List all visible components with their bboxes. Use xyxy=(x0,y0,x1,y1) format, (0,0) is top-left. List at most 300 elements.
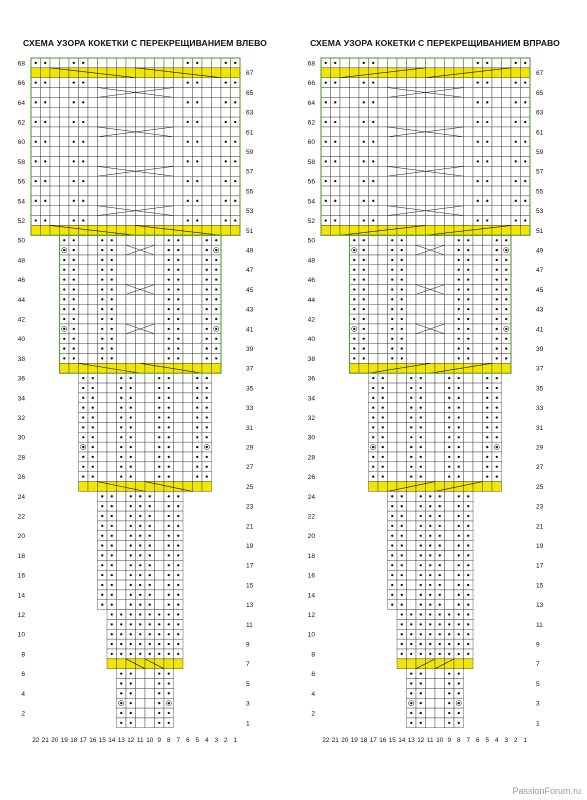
purl-dot xyxy=(149,584,151,586)
purl-dot xyxy=(130,574,132,576)
chart-cell xyxy=(492,216,502,226)
chart-cell xyxy=(359,107,369,117)
row-label-even: 64 xyxy=(307,99,315,107)
chart-cell xyxy=(136,413,146,423)
chart-cell xyxy=(473,452,483,462)
purl-dot xyxy=(177,594,179,596)
row-label-odd: 33 xyxy=(246,405,254,413)
purl-dot xyxy=(524,200,526,202)
chart-cell xyxy=(212,107,222,117)
purl-dot xyxy=(168,702,170,704)
chart-cell xyxy=(136,225,146,235)
chart-cell xyxy=(416,176,426,186)
chart-cell xyxy=(369,265,379,275)
chart-cell xyxy=(136,255,146,265)
purl-dot xyxy=(372,141,374,143)
chart-cell xyxy=(164,216,174,226)
chart-cell xyxy=(193,225,203,235)
chart-cell xyxy=(407,324,417,334)
chart-cell xyxy=(445,196,455,206)
chart-cell xyxy=(117,491,127,501)
chart-cell xyxy=(145,107,155,117)
chart-cell xyxy=(126,255,136,265)
purl-dot xyxy=(35,200,37,202)
purl-dot xyxy=(101,357,103,359)
purl-dot xyxy=(225,101,227,103)
chart-cell xyxy=(426,413,436,423)
chart-cell xyxy=(79,482,89,492)
purl-dot xyxy=(63,308,65,310)
purl-dot xyxy=(458,446,460,448)
chart-cell xyxy=(426,68,436,78)
chart-cell xyxy=(183,235,193,245)
chart-cell xyxy=(98,147,108,157)
chart-cell xyxy=(464,413,474,423)
purl-dot xyxy=(158,643,160,645)
chart-cell xyxy=(212,58,222,68)
column-label: 1 xyxy=(523,736,528,744)
purl-dot xyxy=(410,722,412,724)
purl-dot xyxy=(82,180,84,182)
chart-cell xyxy=(388,97,398,107)
chart-cell xyxy=(426,196,436,206)
purl-dot xyxy=(215,239,217,241)
chart-cell xyxy=(155,68,165,78)
chart-cell xyxy=(50,78,60,88)
chart-cell xyxy=(164,206,174,216)
purl-dot xyxy=(82,81,84,83)
purl-dot xyxy=(158,407,160,409)
chart-cell xyxy=(117,285,127,295)
purl-dot xyxy=(130,446,132,448)
purl-dot xyxy=(391,594,393,596)
column-label: 8 xyxy=(456,736,461,744)
purl-dot xyxy=(168,633,170,635)
chart-cell xyxy=(221,225,231,235)
chart-cell xyxy=(369,344,379,354)
purl-dot xyxy=(439,643,441,645)
purl-dot xyxy=(429,623,431,625)
purl-dot xyxy=(505,318,507,320)
purl-dot xyxy=(334,101,336,103)
purl-dot xyxy=(401,643,403,645)
chart-cell xyxy=(473,265,483,275)
purl-dot xyxy=(353,347,355,349)
purl-dot xyxy=(101,298,103,300)
purl-dot xyxy=(458,308,460,310)
purl-dot xyxy=(325,121,327,123)
purl-dot xyxy=(101,564,103,566)
chart-cell xyxy=(397,97,407,107)
chart-cell xyxy=(350,137,360,147)
chart-cell xyxy=(483,255,493,265)
chart-cell xyxy=(502,147,512,157)
chart-cell xyxy=(388,166,398,176)
chart-cell xyxy=(88,314,98,324)
purl-dot xyxy=(458,426,460,428)
chart-cell xyxy=(60,117,70,127)
chart-cell xyxy=(212,147,222,157)
row-label-even: 60 xyxy=(17,139,25,147)
purl-dot xyxy=(458,338,460,340)
chart-cell xyxy=(435,166,445,176)
chart-cell xyxy=(88,157,98,167)
chart-cell xyxy=(397,196,407,206)
purl-dot xyxy=(168,623,170,625)
purl-dot xyxy=(420,426,422,428)
chart-cell xyxy=(435,78,445,88)
purl-dot xyxy=(158,672,160,674)
row-label-even: 54 xyxy=(17,198,25,206)
purl-dot xyxy=(168,407,170,409)
chart-cell xyxy=(88,255,98,265)
chart-cell xyxy=(117,363,127,373)
purl-dot xyxy=(429,505,431,507)
chart-cell xyxy=(378,285,388,295)
chart-cell xyxy=(435,314,445,324)
purl-dot xyxy=(420,574,422,576)
purl-dot xyxy=(429,544,431,546)
chart-cell xyxy=(145,334,155,344)
purl-dot xyxy=(149,535,151,537)
purl-dot xyxy=(325,62,327,64)
chart-cell xyxy=(426,304,436,314)
purl-dot xyxy=(111,653,113,655)
purl-dot xyxy=(139,535,141,537)
chart-cell xyxy=(145,58,155,68)
chart-cell xyxy=(88,107,98,117)
purl-dot xyxy=(363,338,365,340)
chart-cell xyxy=(107,413,117,423)
chart-cell xyxy=(107,373,117,383)
chart-cell xyxy=(426,78,436,88)
purl-dot xyxy=(63,347,65,349)
chart-cell xyxy=(174,196,184,206)
chart-cell xyxy=(193,206,203,216)
chart-cell xyxy=(136,669,146,679)
row-label-odd: 15 xyxy=(536,582,544,590)
purl-dot xyxy=(215,288,217,290)
chart-cell xyxy=(473,166,483,176)
chart-cell xyxy=(202,137,212,147)
purl-dot xyxy=(496,298,498,300)
chart-cell xyxy=(212,88,222,98)
purl-dot xyxy=(458,278,460,280)
purl-dot xyxy=(410,712,412,714)
purl-dot xyxy=(139,633,141,635)
purl-dot xyxy=(439,574,441,576)
row-label-even: 64 xyxy=(17,99,25,107)
chart-cell xyxy=(79,225,89,235)
purl-dot xyxy=(206,338,208,340)
purl-dot xyxy=(101,584,103,586)
purl-dot xyxy=(177,308,179,310)
chart-cell xyxy=(155,580,165,590)
chart-cell xyxy=(426,452,436,462)
purl-dot xyxy=(448,466,450,468)
chart-cell xyxy=(388,363,398,373)
chart-cell xyxy=(445,304,455,314)
chart-cell xyxy=(464,403,474,413)
purl-dot xyxy=(101,594,103,596)
purl-dot xyxy=(458,712,460,714)
purl-dot xyxy=(505,239,507,241)
purl-dot xyxy=(420,554,422,556)
purl-dot xyxy=(168,347,170,349)
chart-cell xyxy=(117,245,127,255)
purl-dot xyxy=(448,407,450,409)
chart-cell xyxy=(369,255,379,265)
chart-cell xyxy=(60,166,70,176)
chart-cell xyxy=(426,718,436,728)
purl-dot xyxy=(196,416,198,418)
chart-cell xyxy=(426,117,436,127)
chart-cell xyxy=(492,58,502,68)
purl-dot xyxy=(496,278,498,280)
chart-cell xyxy=(464,216,474,226)
chart-cell xyxy=(331,107,341,117)
chart-cell xyxy=(416,265,426,275)
chart-cell xyxy=(164,147,174,157)
chart-cell xyxy=(445,354,455,364)
chart-cell xyxy=(107,147,117,157)
chart-cell xyxy=(340,216,350,226)
purl-dot xyxy=(410,692,412,694)
purl-dot xyxy=(139,584,141,586)
chart-cell xyxy=(464,432,474,442)
chart-cell xyxy=(183,442,193,452)
chart-cell xyxy=(41,225,51,235)
chart-cell xyxy=(445,659,455,669)
chart-cell xyxy=(88,78,98,88)
chart-cell xyxy=(378,186,388,196)
purl-dot xyxy=(120,397,122,399)
chart-cell xyxy=(164,117,174,127)
purl-dot xyxy=(120,643,122,645)
chart-cell xyxy=(407,275,417,285)
row-label-even: 24 xyxy=(307,493,315,501)
chart-cell xyxy=(359,88,369,98)
chart-cell xyxy=(193,265,203,275)
chart-cell xyxy=(492,147,502,157)
purl-dot xyxy=(187,200,189,202)
chart-cell xyxy=(117,265,127,275)
chart-cell xyxy=(117,147,127,157)
purl-dot xyxy=(420,535,422,537)
chart-cell xyxy=(454,97,464,107)
chart-cell xyxy=(117,275,127,285)
chart-cell xyxy=(416,216,426,226)
chart-cell xyxy=(473,403,483,413)
chart-cell xyxy=(426,344,436,354)
row-label-odd: 47 xyxy=(246,267,254,275)
row-label-odd: 17 xyxy=(536,562,544,570)
purl-dot xyxy=(524,219,526,221)
chart-cell xyxy=(174,88,184,98)
column-label: 3 xyxy=(214,736,219,744)
purl-dot xyxy=(439,653,441,655)
chart-cell xyxy=(155,501,165,511)
chart-cell xyxy=(221,206,231,216)
chart-cell xyxy=(98,432,108,442)
chart-cell xyxy=(212,206,222,216)
purl-dot xyxy=(401,347,403,349)
chart-cell xyxy=(136,659,146,669)
purl-dot xyxy=(168,259,170,261)
chart-cell xyxy=(407,58,417,68)
chart-cell xyxy=(41,186,51,196)
chart-cell xyxy=(407,363,417,373)
chart-cell xyxy=(79,314,89,324)
chart-cell xyxy=(464,393,474,403)
purl-dot xyxy=(429,574,431,576)
row-label-odd: 17 xyxy=(246,562,254,570)
chart-cell xyxy=(174,393,184,403)
chart-cell xyxy=(193,245,203,255)
chart-cell xyxy=(407,117,417,127)
chart-cell xyxy=(340,147,350,157)
purl-dot xyxy=(177,288,179,290)
chart-cell xyxy=(69,363,79,373)
chart-cell xyxy=(107,482,117,492)
chart-cell xyxy=(388,117,398,127)
purl-dot xyxy=(234,180,236,182)
purl-dot xyxy=(82,466,84,468)
purl-dot xyxy=(458,653,460,655)
chart-cell xyxy=(464,137,474,147)
purl-dot xyxy=(496,407,498,409)
row-label-even: 42 xyxy=(307,316,315,324)
chart-cell xyxy=(426,432,436,442)
purl-dot xyxy=(401,259,403,261)
chart-cell xyxy=(378,245,388,255)
chart-cell xyxy=(445,511,455,521)
chart-cell xyxy=(426,157,436,167)
chart-cell xyxy=(117,541,127,551)
purl-dot xyxy=(111,525,113,527)
purl-dot xyxy=(363,259,365,261)
chart-cell xyxy=(445,157,455,167)
row-label-odd: 43 xyxy=(246,306,254,314)
purl-dot xyxy=(458,298,460,300)
chart-cell xyxy=(183,255,193,265)
column-label: 11 xyxy=(136,736,144,744)
chart-cell xyxy=(426,275,436,285)
purl-dot xyxy=(420,702,422,704)
purl-dot xyxy=(515,121,517,123)
purl-dot xyxy=(496,475,498,477)
chart-cell xyxy=(174,452,184,462)
purl-dot xyxy=(410,446,412,448)
purl-dot xyxy=(372,416,374,418)
column-label: 20 xyxy=(51,736,59,744)
purl-dot xyxy=(401,269,403,271)
purl-dot xyxy=(177,318,179,320)
purl-dot xyxy=(234,62,236,64)
chart-cell xyxy=(107,659,117,669)
purl-dot xyxy=(420,672,422,674)
chart-cell xyxy=(445,216,455,226)
chart-cell xyxy=(126,176,136,186)
purl-dot xyxy=(505,338,507,340)
chart-cell xyxy=(145,452,155,462)
chart-cell xyxy=(212,196,222,206)
purl-dot xyxy=(524,121,526,123)
chart-cell xyxy=(416,68,426,78)
column-label: 14 xyxy=(108,736,116,744)
purl-dot xyxy=(325,219,327,221)
purl-dot xyxy=(486,160,488,162)
chart-cell xyxy=(183,206,193,216)
purl-dot xyxy=(177,278,179,280)
purl-dot xyxy=(401,535,403,537)
chart-cell xyxy=(378,206,388,216)
purl-dot xyxy=(505,259,507,261)
chart-cell xyxy=(88,354,98,364)
purl-dot xyxy=(73,219,75,221)
purl-dot xyxy=(363,347,365,349)
purl-dot xyxy=(467,623,469,625)
purl-dot xyxy=(420,475,422,477)
purl-dot xyxy=(363,278,365,280)
chart-cell xyxy=(445,107,455,117)
chart-cell xyxy=(117,235,127,245)
chart-cell xyxy=(426,472,436,482)
purl-dot xyxy=(177,239,179,241)
row-label-even: 14 xyxy=(17,592,25,600)
chart-cell xyxy=(454,225,464,235)
chart-cell xyxy=(145,373,155,383)
chart-cell xyxy=(98,68,108,78)
purl-dot xyxy=(448,643,450,645)
purl-dot xyxy=(101,318,103,320)
purl-dot xyxy=(168,584,170,586)
purl-dot xyxy=(168,475,170,477)
chart-cell xyxy=(79,285,89,295)
chart-cell xyxy=(378,304,388,314)
chart-cell xyxy=(340,186,350,196)
purl-dot xyxy=(111,535,113,537)
column-label: 18 xyxy=(70,736,78,744)
purl-dot xyxy=(177,328,179,330)
chart-cell xyxy=(435,718,445,728)
chart-cell xyxy=(397,383,407,393)
chart-cell xyxy=(511,127,521,137)
chart-cell xyxy=(407,659,417,669)
purl-dot xyxy=(82,121,84,123)
chart-cell xyxy=(464,97,474,107)
chart-cell xyxy=(145,255,155,265)
purl-dot xyxy=(130,397,132,399)
purl-dot xyxy=(120,446,122,448)
purl-dot xyxy=(420,416,422,418)
chart-cell xyxy=(435,196,445,206)
chart-cell xyxy=(483,285,493,295)
chart-cell xyxy=(136,157,146,167)
purl-dot xyxy=(73,249,75,251)
chart-cell xyxy=(126,216,136,226)
purl-dot xyxy=(139,515,141,517)
purl-dot xyxy=(372,456,374,458)
chart-cell xyxy=(155,117,165,127)
purl-dot xyxy=(486,387,488,389)
chart-cell xyxy=(136,472,146,482)
chart-cell xyxy=(511,225,521,235)
chart-cell xyxy=(155,285,165,295)
chart-cell xyxy=(164,88,174,98)
chart-cell xyxy=(464,482,474,492)
row-label-even: 30 xyxy=(307,434,315,442)
